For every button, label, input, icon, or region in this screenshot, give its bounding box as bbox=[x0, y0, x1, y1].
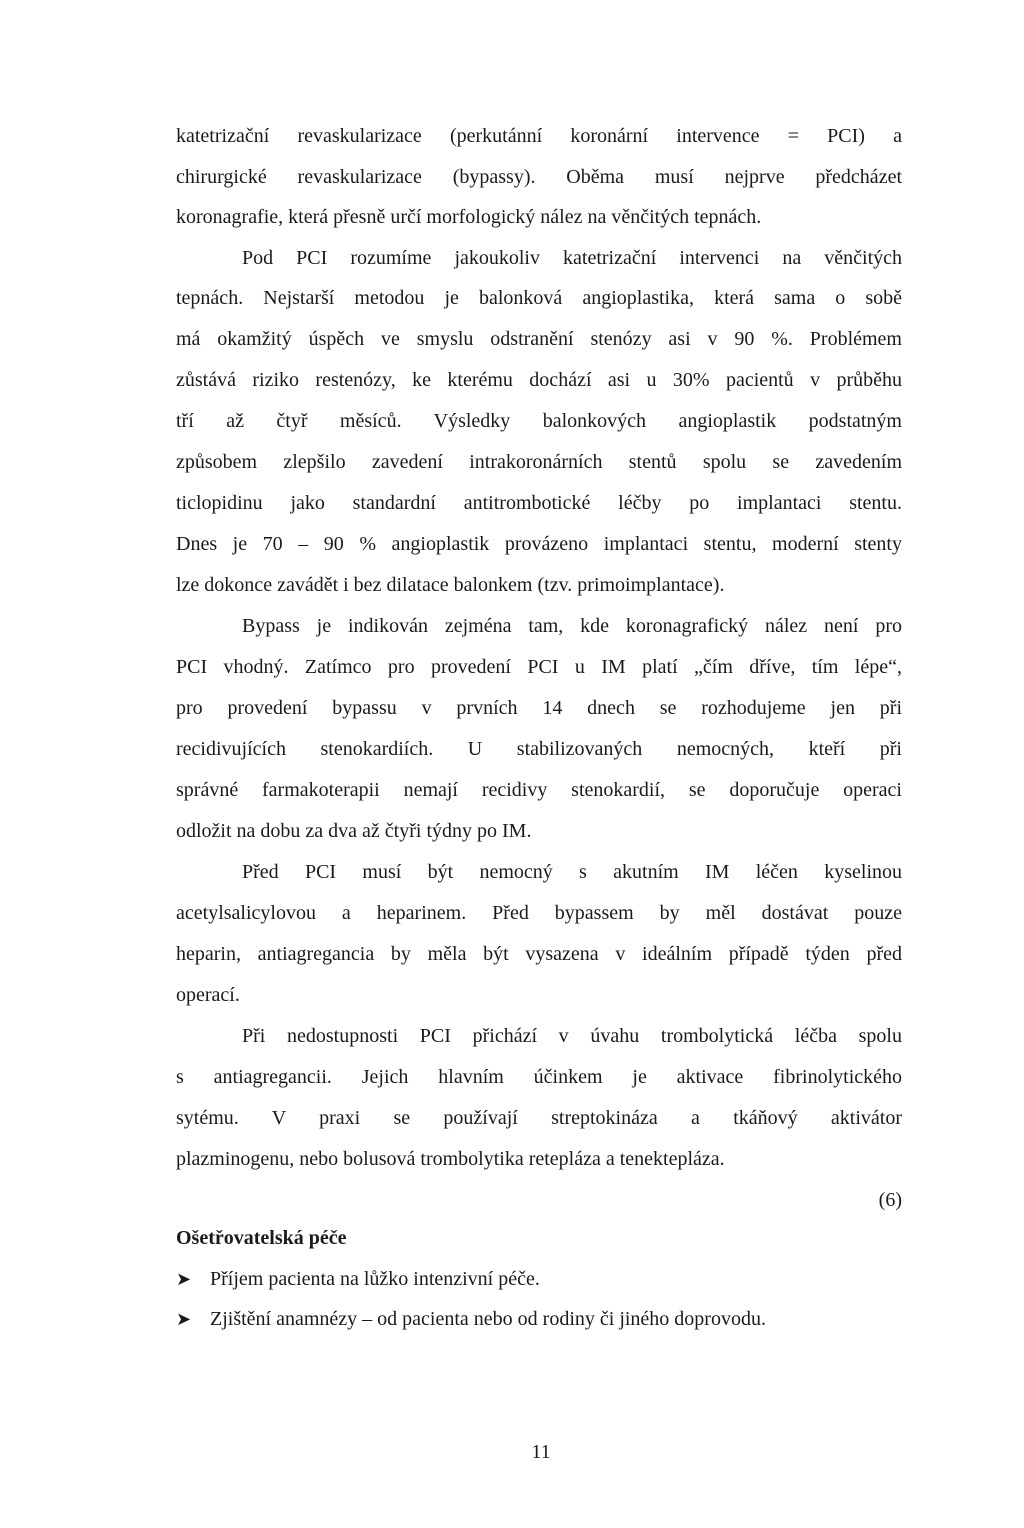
text-line: zůstává riziko restenózy, ke kterému dochází asi u 30% pacientů v průběhu bbox=[176, 369, 902, 391]
citation-reference: (6) bbox=[878, 1189, 902, 1211]
text-line: koronagrafie, která přesně určí morfologický nález na věnčitých tepnách. bbox=[176, 206, 762, 228]
text-line: Pod PCI rozumíme jakoukoliv katetrizační intervenci na věnčitých bbox=[242, 247, 902, 269]
text-line: ticlopidinu jako standardní antitrombotické léčby po implantaci stentu. bbox=[176, 492, 902, 514]
text-line: operací. bbox=[176, 984, 240, 1006]
list-item bbox=[176, 1307, 766, 1332]
text-line: správné farmakoterapii nemají recidivy stenokardií, se doporučuje operaci bbox=[176, 779, 902, 801]
text-line: katetrizační revaskularizace (perkutánní koronární intervence = PCI) a bbox=[176, 125, 902, 147]
page-number: 11 bbox=[531, 1441, 551, 1463]
text-line: heparin, antiagregancia by měla být vysazena v ideálním případě týden před bbox=[176, 943, 902, 965]
list-item bbox=[176, 1267, 540, 1292]
list-item-text: Zjištění anamnézy – od pacienta nebo od rodiny či jiného doprovodu. bbox=[210, 1308, 766, 1330]
text-line: recidivujících stenokardiích. U stabilizovaných nemocných, kteří při bbox=[176, 738, 902, 760]
text-line: sytému. V praxi se používají streptokináza a tkáňový aktivátor bbox=[176, 1107, 902, 1129]
text-line: pro provedení bypassu v prvních 14 dnech se rozhodujeme jen při bbox=[176, 697, 902, 719]
text-line: acetylsalicylovou a heparinem. Před bypassem by měl dostávat pouze bbox=[176, 902, 902, 924]
text-line: tepnách. Nejstarší metodou je balonková angioplastika, která sama o sobě bbox=[176, 287, 902, 309]
text-line: lze dokonce zavádět i bez dilatace balonkem (tzv. primoimplantace). bbox=[176, 574, 725, 596]
text-line: Bypass je indikován zejména tam, kde koronagrafický nález není pro bbox=[242, 615, 902, 637]
text-line: odložit na dobu za dva až čtyři týdny po IM. bbox=[176, 820, 532, 842]
text-line: chirurgické revaskularizace (bypassy). Oběma musí nejprve předcházet bbox=[176, 166, 902, 188]
text-line: PCI vhodný. Zatímco pro provedení PCI u IM platí „čím dříve, tím lépe“, bbox=[176, 656, 902, 678]
text-line: Při nedostupnosti PCI přichází v úvahu trombolytická léčba spolu bbox=[242, 1025, 902, 1047]
text-line: s antiagregancii. Jejich hlavním účinkem je aktivace fibrinolytického bbox=[176, 1066, 902, 1088]
list-item-text: Příjem pacienta na lůžko intenzivní péče. bbox=[210, 1268, 540, 1290]
text-line: má okamžitý úspěch ve smyslu odstranění stenózy asi v 90 %. Problémem bbox=[176, 328, 902, 350]
arrow-bullet-icon: ➤ bbox=[176, 1309, 192, 1330]
text-line: způsobem zlepšilo zavedení intrakoronárních stentů spolu se zavedením bbox=[176, 451, 902, 473]
arrow-bullet-icon: ➤ bbox=[176, 1269, 192, 1290]
text-line: tří až čtyř měsíců. Výsledky balonkových angioplastik podstatným bbox=[176, 410, 902, 432]
section-heading: Ošetřovatelská péče bbox=[176, 1227, 347, 1249]
text-line: Dnes je 70 – 90 % angioplastik provázeno implantaci stentu, moderní stenty bbox=[176, 533, 902, 555]
text-line: plazminogenu, nebo bolusová trombolytika retepláza a tenektepláza. bbox=[176, 1148, 725, 1170]
text-line: Před PCI musí být nemocný s akutním IM léčen kyselinou bbox=[242, 861, 902, 883]
